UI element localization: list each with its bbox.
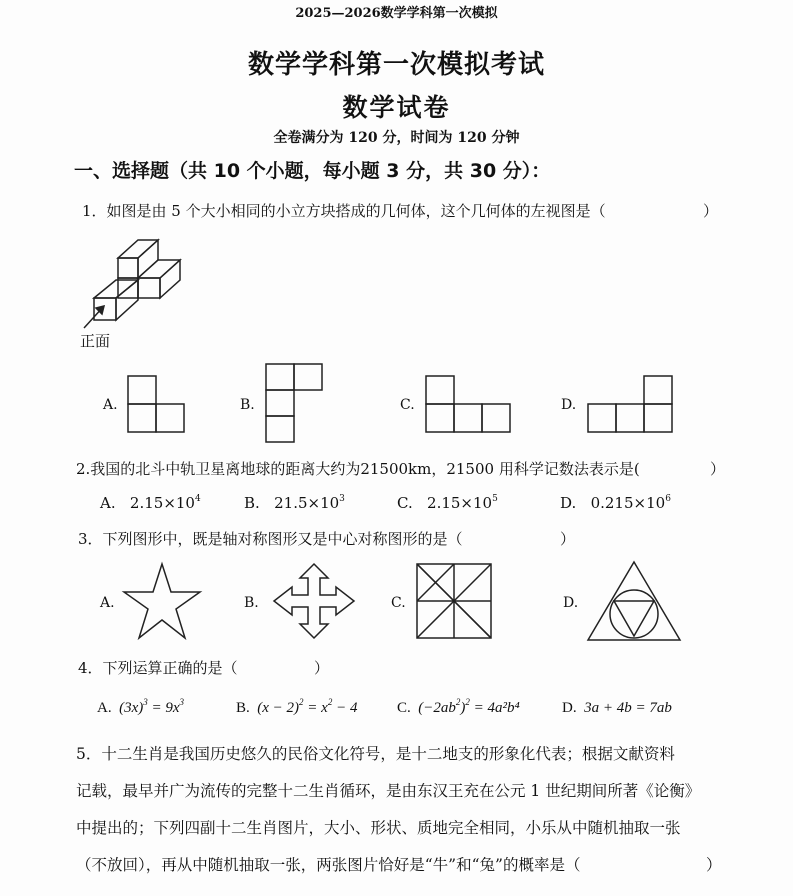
q3-option-c-pinwheel[interactable] [415,562,495,640]
q2-option-a-base: 2.15×10 [129,494,195,512]
q2-option-c-exp: 5 [492,494,498,504]
top-header-text: 2025—2026数学学科第一次模拟 [295,6,498,21]
q5-line-2: 记载，最早并广为流传的完整十二生肖循环，是由东汉王充在公元 1 世纪期间所著《论衡》 [76,782,701,800]
section-title: 一、选择题（共 10 个小题，每小题 3 分，共 30 分）： [74,160,551,182]
q1-stem: 1．如图是由 5 个大小相同的小立方块搭成的几何体，这个几何体的左视图是（ [82,202,606,220]
q2-option-d-base: 0.215×10 [590,494,666,512]
q3-option-b-arrows[interactable] [272,562,356,640]
q4-option-b-e1: 2 [299,697,304,707]
q2-option-d-label: D. [560,494,577,512]
q2-option-b-exp: 3 [339,494,345,504]
q2-option-d-exp: 6 [665,494,671,504]
q4-option-c[interactable] [397,697,520,717]
q2-option-b-base: 21.5×10 [274,494,340,512]
q1-option-a-label[interactable]: A. [103,397,118,413]
q4-option-c-p2: ) [460,700,466,716]
q5-bracket: ） [706,856,722,874]
q2-option-c[interactable] [397,494,498,512]
q4-option-a-p1: (3x) [119,700,144,716]
q2-stem: 2.我国的北斗中轨卫星离地球的距离大约为21500km，21500 用科学记数法表示是( [76,460,640,478]
q5-line-4: （不放回），再从中随机抽取一张，两张图片恰好是“牛”和“兔”的概率是（ [76,856,581,874]
q1-option-d-label[interactable]: D. [561,397,577,413]
q3-stem: 3．下列图形中，既是轴对称图形又是中心对称图形的是（ [78,530,463,548]
q4-option-d-label: D. [562,700,577,716]
q1-option-d-figure[interactable] [588,376,678,432]
q1-option-b-label[interactable]: B. [240,397,255,413]
q4-stem: 4．下列运算正确的是（ [78,659,238,677]
q4-option-c-label: C. [397,700,411,716]
q2-option-d[interactable] [560,494,671,512]
q4-option-b[interactable] [236,697,358,717]
q3-option-a-label[interactable]: A. [100,595,115,611]
cube-top-face [118,240,158,258]
q4-option-b-p3: − 4 [332,700,358,716]
q2-option-c-label: C. [397,494,413,512]
q4-option-a-e1: 3 [143,697,148,707]
q2-option-a[interactable] [100,494,201,512]
q2-option-b[interactable] [244,494,345,512]
q3-option-d-label[interactable]: D. [563,595,579,611]
q4-option-c-p3: = 4a²b⁴ [469,700,520,716]
q1-bracket: ） [703,202,719,220]
q1-front-label: 正面 [80,332,111,350]
q1-option-c-label[interactable]: C. [400,397,415,413]
q3-option-c-label[interactable]: C. [391,595,406,611]
q5-line-1: 5．十二生肖是我国历史悠久的民俗文化符号，是十二地支的形象化代表；根据文献资料 [76,745,675,763]
q4-option-a-e2: 3 [179,697,185,707]
q3-option-b-label[interactable]: B. [244,595,259,611]
q2-option-c-base: 2.15×10 [427,494,493,512]
q4-option-b-p1: (x − 2) [257,700,300,716]
q5-line-3: 中提出的；下列四副十二生肖图片，大小、形状、质地完全相同，小乐从中随机抽取一张 [76,819,681,837]
q3-option-a-star[interactable] [122,562,202,640]
q4-option-d-p1: 3a + 4b = 7ab [584,700,672,716]
q4-bracket: ） [314,659,330,677]
q2-option-a-exp: 4 [194,494,201,504]
exam-title: 数学学科第一次模拟考试 [247,50,545,80]
q1-option-a-figure[interactable] [128,376,188,432]
q1-option-b-figure[interactable] [266,364,326,444]
q4-option-b-p2: = x [303,700,328,716]
q4-option-c-e2: 2 [465,697,470,707]
score-info: 全卷满分为 120 分，时间为 120 分钟 [273,130,520,146]
q2-bracket: ） [710,460,726,478]
q4-option-a[interactable] [97,697,185,717]
exam-subtitle: 数学试卷 [342,93,451,122]
q4-option-a-p2: = 9x [147,700,180,716]
q1-cube-figure [80,228,200,338]
q4-option-b-e2: 2 [327,697,333,707]
q2-option-a-label: A. [100,494,116,512]
q4-option-c-p1: (−2ab [418,700,456,716]
q4-option-a-label: A. [97,700,112,716]
q2-option-b-label: B. [244,494,260,512]
q1-option-c-figure[interactable] [426,376,516,432]
q4-option-c-e1: 2 [455,697,461,707]
q4-option-b-label: B. [236,700,250,716]
q3-option-d-triangle-circle[interactable] [588,560,684,644]
q3-bracket: ） [560,530,576,548]
q4-option-d[interactable] [562,700,672,717]
